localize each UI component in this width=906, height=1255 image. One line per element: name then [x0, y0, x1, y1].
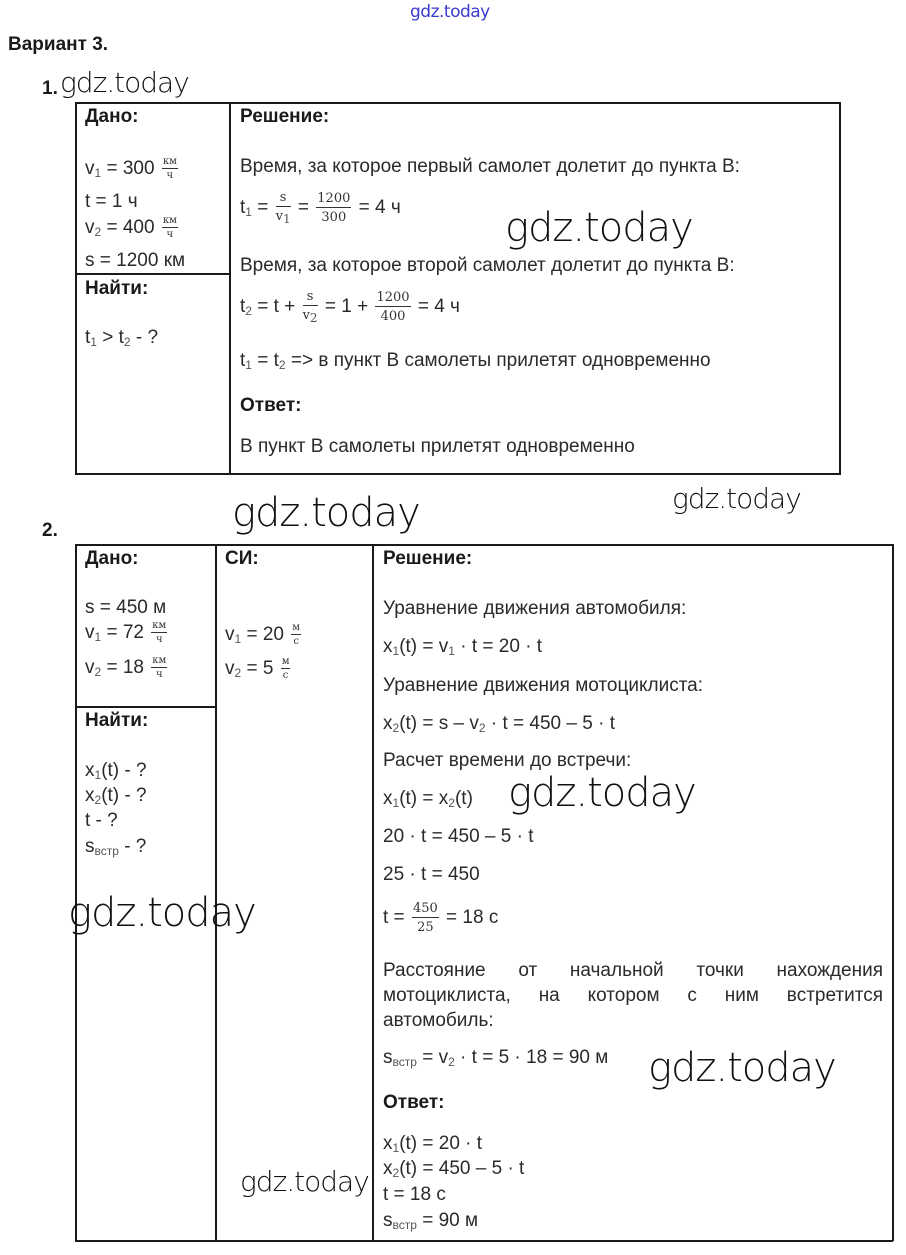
find-s: $s_{встр}$ - ?: [85, 836, 147, 858]
si-v1: $v_1 = 20$ $\frac{м}{с}$: [225, 622, 301, 647]
answer-text: В пункт В самолеты прилетят одновременно: [240, 436, 635, 457]
given-v2: $v_2 = 18$ $\frac{км}{ч}$: [85, 655, 167, 680]
answer-s: $s_{встр} = 90$ м: [383, 1210, 479, 1232]
given-heading: Дано:: [85, 106, 139, 127]
unit-fraction: $\frac{км}{ч}$: [162, 215, 177, 240]
si-v2: $v_2 = 5$ $\frac{м}{с}$: [225, 656, 290, 681]
find-heading: Найти:: [85, 278, 149, 299]
given-s: s = 450 м: [85, 597, 167, 618]
variant-title: Вариант 3.: [8, 34, 109, 55]
watermark: gdz.today: [68, 890, 256, 936]
answer-heading: Ответ:: [240, 395, 302, 416]
given-v1: $v_1 = 72$ $\frac{км}{ч}$: [85, 620, 167, 645]
answer-x2: $x_2(t) = 450 - 5 \cdot t$: [383, 1158, 525, 1180]
given-v2: $v_2 = 400$ $\frac{км}{ч}$: [85, 215, 177, 240]
solution-meet-eq: $x_1(t) = x_2(t)$: [383, 788, 473, 810]
watermark: gdz.today: [505, 205, 693, 251]
solution-step1-formula: $t_1$ = $\frac{s}{v_1}$ = $\frac{1200}{300}$ = 4 ч: [240, 190, 401, 226]
solution-car-title: Уравнение движения автомобиля:: [383, 598, 687, 619]
solution-heading: Решение:: [383, 548, 473, 569]
problem-1-number: 1.: [42, 78, 58, 99]
answer-heading: Ответ:: [383, 1092, 445, 1113]
solution-eq2: 20 · t = 450 – 5 · t: [383, 826, 534, 847]
watermark: gdz.today: [648, 1045, 836, 1091]
solution-eq4: t = $\frac{450}{25}$ = 18 с: [383, 901, 499, 935]
watermark: gdz.today: [672, 482, 801, 515]
watermark-top[interactable]: gdz.today: [410, 2, 490, 22]
problem-2-number: 2.: [42, 520, 58, 541]
solution-distance-text: Расстояние от начальной точки нахождения мотоциклиста, на котором с ним встретится автомобиль:: [383, 960, 883, 1031]
solution-heading: Решение:: [240, 106, 330, 127]
solution-step2-text: Время, за которое второй самолет долетит до пункта В:: [240, 255, 735, 276]
solution-step2-formula: $t_2 = t$ + $\frac{s}{v_2}$ = 1 + $\frac{1200}{400}$ = 4 ч: [240, 289, 460, 325]
solution-moto-title: Уравнение движения мотоциклиста:: [383, 675, 704, 696]
watermark: gdz.today: [508, 770, 696, 816]
answer-x1: $x_1(t) = 20 \cdot t$: [383, 1133, 483, 1155]
si-heading: СИ:: [225, 548, 259, 569]
watermark: gdz.today: [60, 66, 189, 99]
solution-conclusion: $t_1 = t_2 => в$ пункт В самолеты прилетят одновременно: [240, 350, 711, 372]
find-heading: Найти:: [85, 710, 149, 731]
solution-eq3: 25 · t = 450: [383, 864, 480, 885]
solution-moto-eq: $x_2(t) = s - v_2 \cdot t = 450 - 5 \cdot t$: [383, 713, 615, 735]
solution-step1-text: Время, за которое первый самолет долетит до пункта В:: [240, 156, 740, 177]
find-x2: $x_2(t)$ - ?: [85, 785, 147, 807]
find-t: t - ?: [85, 810, 118, 831]
given-v1: $v_1 = 300$ $\frac{км}{ч}$: [85, 156, 177, 181]
answer-t: t = 18 с: [383, 1184, 446, 1205]
solution-car-eq: $x_1(t) = v_1 \cdot t = 20 \cdot t$: [383, 636, 543, 658]
find-x1: $x_1(t)$ - ?: [85, 760, 147, 782]
unit-fraction: $\frac{км}{ч}$: [162, 156, 177, 181]
solution-meet-title: Расчет времени до встречи:: [383, 750, 632, 771]
find-line: $t_1 > t_2$ - ?: [85, 327, 159, 349]
watermark: gdz.today: [232, 490, 420, 536]
given-t: t = 1 ч: [85, 191, 138, 212]
given-s: s = 1200 км: [85, 250, 186, 271]
solution-distance-eq: $s_{встр} = v_2 \cdot t = 5 \cdot 18 = 90$ м: [383, 1047, 609, 1069]
watermark: gdz.today: [240, 1165, 369, 1198]
given-heading: Дано:: [85, 548, 139, 569]
